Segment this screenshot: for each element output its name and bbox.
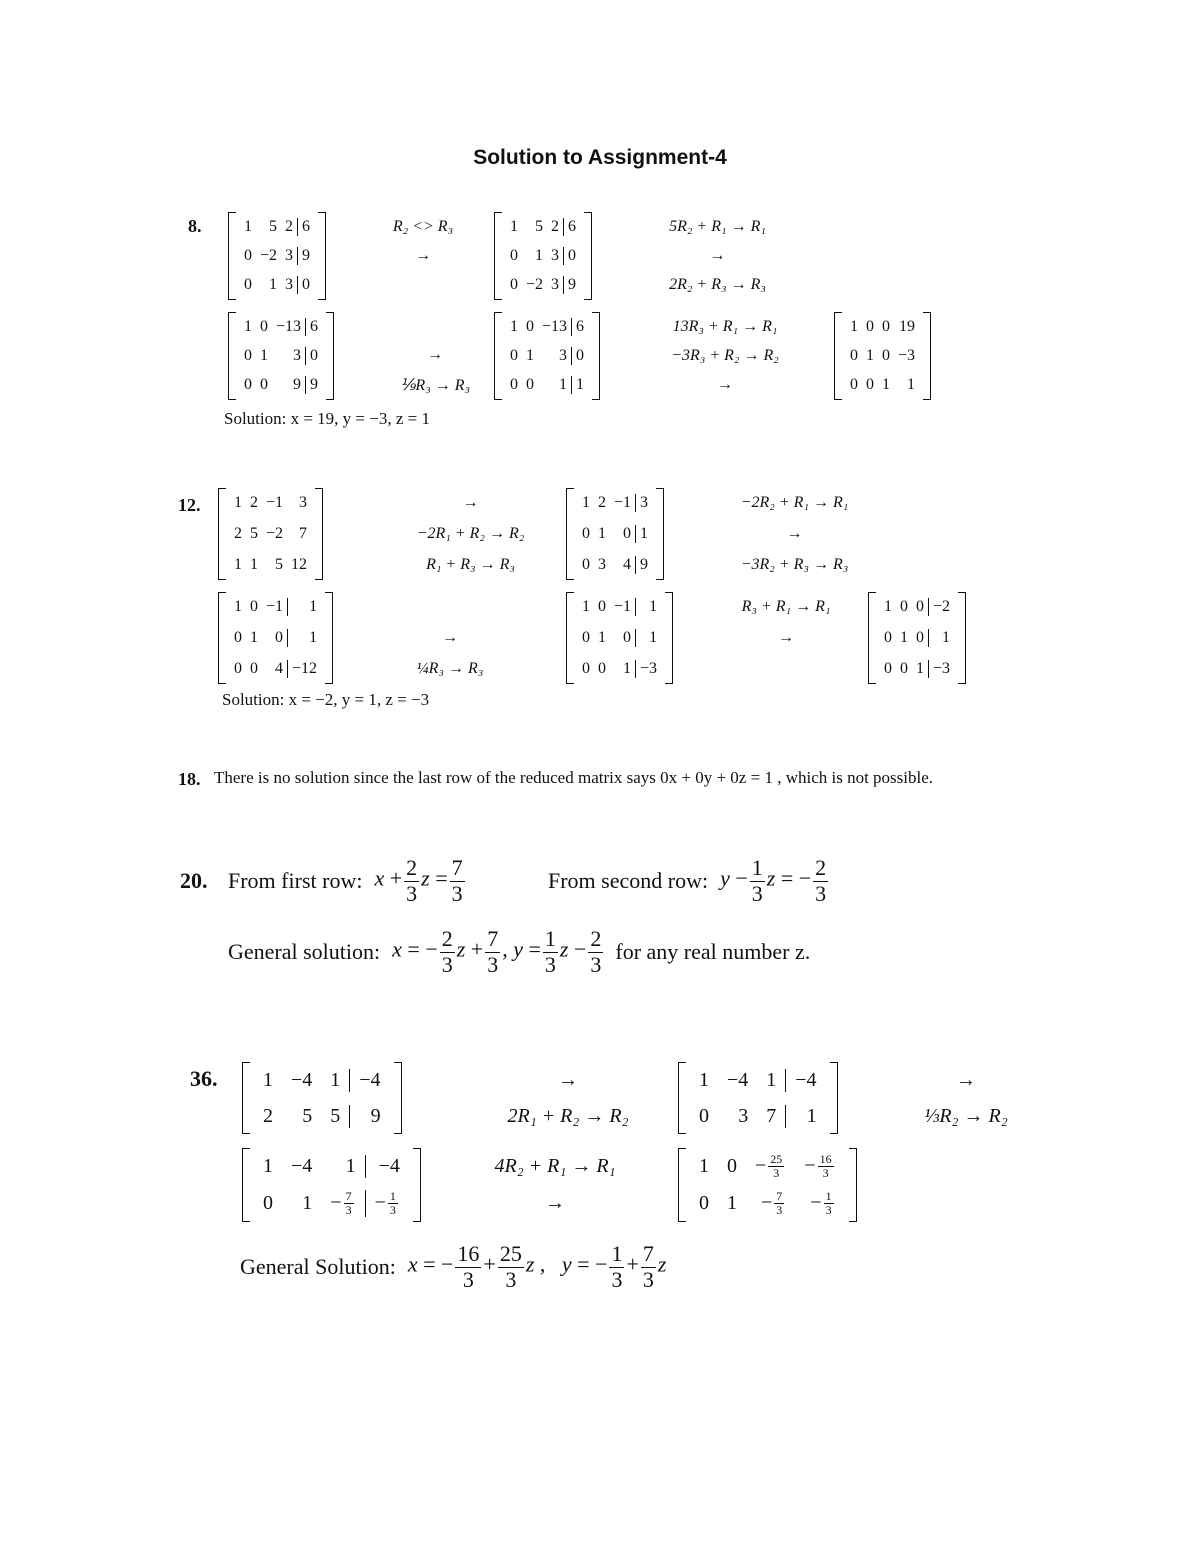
matrix-cell: 0 xyxy=(305,347,322,365)
row-operation: −3R₂ + R₃ → R₃ xyxy=(740,555,849,573)
bracket-left xyxy=(868,592,876,684)
matrix-cell: 5 xyxy=(250,524,258,542)
matrix-cell: 5 xyxy=(302,1104,313,1127)
matrix-cell: 1 xyxy=(866,346,874,364)
problem-18-text: There is no solution since the last row of the reduced matrix says 0x + 0y + 0z = 1 , which is not possible. xyxy=(214,768,934,787)
bracket-left xyxy=(566,488,574,580)
matrix-cell: − $\frac{25}{3}$ xyxy=(755,1151,783,1180)
matrix-cell: −1 xyxy=(614,598,632,616)
ops-36-2 xyxy=(906,1062,1026,1134)
matrix-cell: 1 xyxy=(234,494,242,512)
matrix-cell: 1 xyxy=(510,217,518,235)
ops-8-4 xyxy=(650,312,800,400)
row-operation: R₂ <> R₃ xyxy=(392,217,454,235)
row-operation: → xyxy=(427,345,443,363)
matrix-cell: 1 xyxy=(884,598,892,616)
matrix-12-1 xyxy=(218,488,323,580)
matrix-36-2 xyxy=(678,1062,838,1134)
matrix-cell: −12 xyxy=(287,660,321,678)
bracket-right xyxy=(958,592,966,684)
matrix-cell: 1 xyxy=(928,629,954,647)
matrix-cell: 1 xyxy=(559,376,568,394)
matrix-cell: 1 xyxy=(635,598,661,616)
matrix-cell: 7 xyxy=(766,1104,777,1127)
matrix-cell: 1 xyxy=(916,659,924,677)
row-operation: → xyxy=(462,494,479,512)
matrix-cell: 0 xyxy=(234,659,242,677)
matrix-8-4 xyxy=(494,312,600,400)
bracket-right xyxy=(584,212,592,300)
matrix-cell: 0 xyxy=(866,317,874,335)
matrix-cell: 0 xyxy=(263,1192,273,1214)
matrix-cell: −1 xyxy=(614,494,632,512)
matrix-cell: 1 xyxy=(623,659,632,677)
matrix-cell: 1 xyxy=(582,598,590,616)
matrix-cell: 1 xyxy=(882,376,890,394)
bracket-left xyxy=(678,1062,686,1134)
bracket-right xyxy=(394,1062,402,1134)
bracket-right xyxy=(592,312,600,400)
bracket-right xyxy=(923,312,931,400)
matrix-cell: 3 xyxy=(299,494,308,512)
matrix-cell: 1 xyxy=(582,494,590,512)
row-operation: −2R₂ + R₁ → R₁ xyxy=(740,494,849,512)
matrix-cell: 0 xyxy=(510,346,518,364)
matrix-cell: −13 xyxy=(276,317,302,335)
matrix-cell: 1 xyxy=(850,317,858,335)
from-second-label: From second row: xyxy=(548,868,709,893)
row-operation xyxy=(448,598,452,616)
general-label-36: General Solution: xyxy=(240,1254,396,1279)
matrix-cell: 2 xyxy=(285,217,294,235)
row-operation: → xyxy=(709,246,726,264)
matrix-cell: −4 xyxy=(291,1068,313,1091)
matrix-cell: 0 xyxy=(866,376,874,394)
bracket-right xyxy=(830,1062,838,1134)
matrix-cell: 1 xyxy=(699,1155,709,1177)
bracket-left xyxy=(218,592,226,684)
bracket-right xyxy=(413,1148,421,1222)
matrix-cell: 1 xyxy=(785,1105,825,1128)
matrix-12-5 xyxy=(868,592,966,684)
matrix-8-1 xyxy=(228,212,326,300)
row-operation: R₁ + R₃ → R₃ xyxy=(426,555,515,573)
matrix-cell: 0 xyxy=(244,276,252,294)
problem-number-18: 18. xyxy=(178,769,201,789)
matrix-cell: 9 xyxy=(349,1105,389,1128)
matrix-cell: 0 xyxy=(510,376,518,394)
ops-8-3 xyxy=(385,312,485,400)
general-tail-20: for any real number z. xyxy=(615,939,811,964)
matrix-cell: −4 xyxy=(349,1069,389,1092)
matrix-cell: 1 xyxy=(526,346,534,364)
matrix-cell: − $\frac{1}{3}$ xyxy=(365,1190,409,1217)
solution-12: Solution: x = −2, y = 1, z = −3 xyxy=(222,690,430,709)
matrix-cell: 3 xyxy=(559,346,568,364)
matrix-cell: 1 xyxy=(260,346,268,364)
problem-number-12: 12. xyxy=(178,495,201,515)
matrix-cell: 1 xyxy=(330,1068,341,1091)
row-operation xyxy=(421,276,425,294)
bracket-right xyxy=(318,212,326,300)
matrix-cell: −2 xyxy=(526,276,544,294)
matrix-cell: −1 xyxy=(266,598,284,616)
second-row-equation: From second row: y − $\frac{1}{3}$ z = − $\frac{2}{3}$ xyxy=(548,855,827,906)
matrix-12-2 xyxy=(566,488,664,580)
matrix-cell: 5 xyxy=(275,555,284,573)
matrix-cell: 3 xyxy=(551,276,560,294)
matrix-cell: −3 xyxy=(635,660,661,678)
matrix-cell: 0 xyxy=(260,376,268,394)
matrix-36-4 xyxy=(678,1148,857,1222)
matrix-cell: 1 xyxy=(244,217,252,235)
bracket-right xyxy=(315,488,323,580)
matrix-cell: −4 xyxy=(727,1068,749,1091)
matrix-cell: 0 xyxy=(598,598,606,616)
ops-36-1 xyxy=(488,1062,648,1134)
ops-12-3 xyxy=(400,592,500,684)
matrix-cell: 1 xyxy=(302,1192,313,1214)
matrix-cell: 6 xyxy=(305,318,322,336)
bracket-left xyxy=(834,312,842,400)
row-operation: ⅑R₃ → R₃ xyxy=(399,376,471,394)
bracket-left xyxy=(242,1148,250,1222)
matrix-cell: 0 xyxy=(571,347,588,365)
matrix-cell: −3 xyxy=(898,346,916,364)
matrix-cell: 19 xyxy=(899,317,916,335)
matrix-cell: 3 xyxy=(285,246,294,264)
matrix-cell: − $\frac{1}{3}$ xyxy=(810,1188,832,1217)
general-label-20: General solution: xyxy=(228,939,381,964)
row-operation: 4R₂ + R₁ → R₁ xyxy=(494,1155,616,1177)
row-operation: ⅓R₂ → R₂ xyxy=(924,1104,1008,1127)
matrix-cell: 1 xyxy=(900,628,908,646)
matrix-cell: 0 xyxy=(916,598,924,616)
matrix-cell: 0 xyxy=(916,628,924,646)
matrix-cell: − $\frac{7}{3}$ xyxy=(761,1188,783,1217)
matrix-cell: 5 xyxy=(269,217,278,235)
matrix-cell: 2 xyxy=(263,1104,273,1127)
matrix-cell: 0 xyxy=(244,246,252,264)
matrix-36-1 xyxy=(242,1062,402,1134)
matrix-cell: 0 xyxy=(563,247,580,265)
bracket-left xyxy=(494,212,502,300)
page-title: Solution to Assignment-4 xyxy=(473,146,727,169)
matrix-cell: 1 xyxy=(287,629,321,647)
matrix-cell: 1 xyxy=(244,317,252,335)
matrix-cell: 0 xyxy=(510,276,518,294)
matrix-cell: 1 xyxy=(269,276,278,294)
ops-12-4 xyxy=(726,592,846,684)
matrix-cell: 9 xyxy=(293,376,302,394)
row-operation xyxy=(433,317,437,335)
problem-number-36: 36. xyxy=(190,1066,218,1091)
matrix-cell: 0 xyxy=(623,524,632,542)
matrix-cell: 3 xyxy=(285,276,294,294)
matrix-cell: 3 xyxy=(738,1104,749,1127)
bracket-left xyxy=(218,488,226,580)
row-operation: → xyxy=(956,1068,976,1091)
matrix-cell: 1 xyxy=(598,524,606,542)
matrix-cell: 0 xyxy=(260,317,268,335)
row-operation: → xyxy=(558,1068,578,1091)
bracket-right xyxy=(665,592,673,684)
matrix-cell: −2 xyxy=(260,246,278,264)
matrix-cell: −4 xyxy=(785,1069,825,1092)
matrix-cell: 0 xyxy=(699,1104,709,1127)
matrix-cell: 0 xyxy=(850,346,858,364)
row-operation: ¼R₃ → R₃ xyxy=(416,659,484,677)
matrix-cell: 4 xyxy=(275,659,284,677)
matrix-cell: 4 xyxy=(623,555,632,573)
row-operation: −3R₃ + R₂ → R₂ xyxy=(671,346,779,364)
matrix-cell: 0 xyxy=(623,628,632,646)
matrix-cell: −3 xyxy=(928,660,954,678)
row-operation: → xyxy=(545,1192,565,1214)
matrix-cell: 3 xyxy=(293,346,302,364)
matrix-cell: 1 xyxy=(635,629,661,647)
matrix-cell: − $\frac{16}{3}$ xyxy=(804,1151,832,1180)
matrix-cell: 0 xyxy=(582,628,590,646)
ops-8-2 xyxy=(645,212,790,300)
matrix-cell: 0 xyxy=(882,317,890,335)
matrix-cell: 6 xyxy=(563,218,580,236)
matrix-cell: 0 xyxy=(250,659,258,677)
row-operation: 2R₂ + R₃ → R₃ xyxy=(669,276,766,294)
matrix-cell: 0 xyxy=(727,1155,737,1177)
matrix-cell: 9 xyxy=(635,556,652,574)
from-first-label: From first row: xyxy=(228,868,363,893)
matrix-cell: −4 xyxy=(365,1155,409,1178)
matrix-cell: 1 xyxy=(635,525,652,543)
row-operation: → xyxy=(717,376,733,394)
matrix-cell: 9 xyxy=(305,376,322,394)
first-row-equation: From first row: x + $\frac{2}{3}$ z = $\frac{7}{3}$ xyxy=(228,855,463,906)
matrix-cell: 0 xyxy=(850,376,858,394)
bracket-right xyxy=(656,488,664,580)
problem-number-8: 8. xyxy=(188,216,202,236)
matrix-cell: 1 xyxy=(510,317,518,335)
matrix-cell: 0 xyxy=(884,628,892,646)
bracket-right xyxy=(326,312,334,400)
matrix-cell: 0 xyxy=(250,598,258,616)
matrix-cell: 0 xyxy=(582,659,590,677)
matrix-cell: 6 xyxy=(571,318,588,336)
ops-12-1 xyxy=(398,488,543,580)
matrix-cell: 1 xyxy=(234,555,242,573)
matrix-8-2 xyxy=(494,212,592,300)
matrix-cell: 1 xyxy=(598,628,606,646)
matrix-cell: 1 xyxy=(263,1155,273,1177)
bracket-right xyxy=(325,592,333,684)
bracket-right xyxy=(849,1148,857,1222)
matrix-cell: 1 xyxy=(250,628,258,646)
ops-8-1 xyxy=(378,212,468,300)
bracket-left xyxy=(494,312,502,400)
matrix-cell: 5 xyxy=(330,1104,341,1127)
matrix-cell: 3 xyxy=(551,246,560,264)
matrix-cell: 0 xyxy=(900,598,908,616)
matrix-cell: 0 xyxy=(882,346,890,364)
matrix-cell: 0 xyxy=(900,659,908,677)
row-operation: → xyxy=(442,628,458,646)
matrix-cell: 1 xyxy=(234,598,242,616)
matrix-36-3 xyxy=(242,1148,421,1222)
matrix-cell: 2 xyxy=(598,494,606,512)
problem-number-20: 20. xyxy=(180,868,208,893)
matrix-cell: 0 xyxy=(526,317,534,335)
bracket-left xyxy=(566,592,574,684)
matrix-cell: 0 xyxy=(244,376,252,394)
matrix-cell: 1 xyxy=(250,555,258,573)
matrix-cell: −1 xyxy=(266,494,284,512)
bracket-left xyxy=(228,212,236,300)
general-solution-36: General Solution: x = − $\frac{16}{3}$ + $\frac{25}{3}$ z , y = − $\frac{1}{3}$ + $\frac{7}{3}$ z xyxy=(240,1241,667,1292)
matrix-cell: 1 xyxy=(287,598,321,616)
row-operation: 5R₂ + R₁ → R₁ xyxy=(669,217,766,235)
matrix-cell: 3 xyxy=(635,494,652,512)
row-operation: R₃ + R₁ → R₁ xyxy=(741,598,831,616)
matrix-cell: 5 xyxy=(535,217,544,235)
row-operation: → xyxy=(786,524,803,542)
general-solution-20: General solution: x = − $\frac{2}{3}$ z + $\frac{7}{3}$ , y = $\frac{1}{3}$ z − $\frac{2}{3}$ for any real number z. xyxy=(228,926,811,977)
matrix-cell: 0 xyxy=(699,1192,709,1214)
matrix-cell: 6 xyxy=(297,218,314,236)
row-operation: −2R₁ + R₂ → R₂ xyxy=(416,524,525,542)
row-operation: → xyxy=(778,628,794,646)
matrix-cell: 2 xyxy=(234,524,242,542)
matrix-cell: 2 xyxy=(551,217,560,235)
matrix-cell: 0 xyxy=(582,555,590,573)
matrix-cell: 7 xyxy=(299,524,308,542)
matrix-cell: 1 xyxy=(907,376,916,394)
row-operation: 13R₃ + R₁ → R₁ xyxy=(672,317,778,335)
ops-36-3 xyxy=(470,1148,640,1222)
ops-12-2 xyxy=(722,488,867,580)
matrix-8-3 xyxy=(228,312,334,400)
matrix-cell: 0 xyxy=(526,376,534,394)
matrix-12-4 xyxy=(566,592,673,684)
solution-8: Solution: x = 19, y = −3, z = 1 xyxy=(224,409,430,428)
bracket-left xyxy=(678,1148,686,1222)
matrix-cell: 1 xyxy=(699,1068,709,1091)
matrix-cell: 0 xyxy=(244,346,252,364)
matrix-cell: 1 xyxy=(766,1068,777,1091)
matrix-cell: 0 xyxy=(582,524,590,542)
matrix-cell: 1 xyxy=(263,1068,273,1091)
matrix-cell: −13 xyxy=(542,317,568,335)
matrix-cell: 0 xyxy=(297,276,314,294)
row-operation xyxy=(784,660,788,678)
matrix-cell: 9 xyxy=(297,247,314,265)
matrix-cell: 0 xyxy=(884,659,892,677)
bracket-left xyxy=(242,1062,250,1134)
matrix-cell: −2 xyxy=(928,598,954,616)
matrix-cell: 9 xyxy=(563,276,580,294)
matrix-cell: −4 xyxy=(291,1155,313,1177)
matrix-cell: − $\frac{7}{3}$ xyxy=(330,1188,352,1217)
row-operation: → xyxy=(415,246,431,264)
matrix-cell: 0 xyxy=(510,246,518,264)
matrix-cell: 0 xyxy=(275,628,284,646)
matrix-cell: 0 xyxy=(234,628,242,646)
matrix-cell: 1 xyxy=(345,1155,356,1177)
matrix-cell: 2 xyxy=(250,494,258,512)
matrix-cell: 3 xyxy=(598,555,606,573)
matrix-12-3 xyxy=(218,592,333,684)
matrix-cell: 1 xyxy=(727,1192,737,1214)
matrix-cell: −2 xyxy=(266,524,284,542)
matrix-cell: 0 xyxy=(598,659,606,677)
matrix-cell: 1 xyxy=(571,376,588,394)
matrix-8-5 xyxy=(834,312,931,400)
matrix-cell: 12 xyxy=(291,555,308,573)
matrix-cell: 1 xyxy=(535,246,544,264)
bracket-left xyxy=(228,312,236,400)
row-operation: 2R₁ + R₂ → R₂ xyxy=(507,1104,629,1127)
